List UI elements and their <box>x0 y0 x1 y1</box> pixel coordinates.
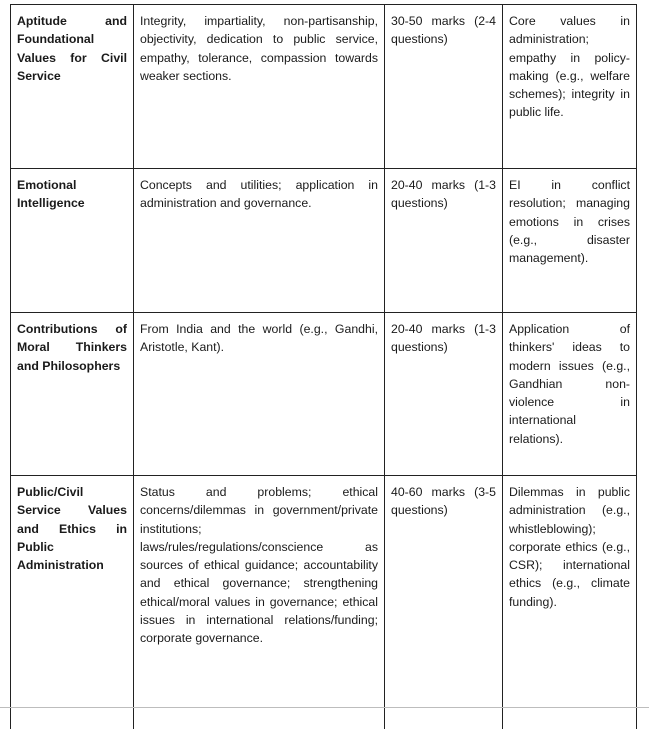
marks-cell: 20-40 marks (1-3 questions) <box>385 169 503 313</box>
focus-cell: Dilemmas in public administration (e.g., whistleblowing); corporate ethics (e.g., CSR); international ethics (e.g., climate funding). <box>503 476 637 729</box>
topic-cell: Emotional Intelligence <box>11 169 134 313</box>
marks-cell: 40-60 marks (3-5 questions) <box>385 476 503 729</box>
syllabus-table <box>10 4 637 729</box>
topic-cell: Aptitude and Foundational Values for Civil Service <box>11 5 134 169</box>
content-cell: Status and problems; ethical concerns/dilemmas in government/private institutions; laws/rules/regulations/conscience as sources of ethical guidance; accountability and ethical governance; strengthening ethical/moral values in governance; ethical issues in international relations/funding; corporate governance. <box>134 476 385 729</box>
table-row <box>11 5 637 169</box>
marks-cell: 30-50 marks (2-4 questions) <box>385 5 503 169</box>
content-cell: From India and the world (e.g., Gandhi, Aristotle, Kant). <box>134 313 385 476</box>
focus-cell: Application of thinkers' ideas to modern issues (e.g., Gandhian non-violence in international relations). <box>503 313 637 476</box>
content-cell: Integrity, impartiality, non-partisanship, objectivity, dedication to public service, empathy, tolerance, compassion towards weaker sections. <box>134 5 385 169</box>
topic-cell: Contributions of Moral Thinkers and Philosophers <box>11 313 134 476</box>
table-row <box>11 313 637 476</box>
marks-cell: 20-40 marks (1-3 questions) <box>385 313 503 476</box>
table-row <box>11 476 637 729</box>
topic-cell: Public/Civil Service Values and Ethics in Public Administration <box>11 476 134 729</box>
page-bottom-divider <box>0 707 649 708</box>
content-cell: Concepts and utilities; application in administration and governance. <box>134 169 385 313</box>
focus-cell: Core values in administration; empathy in policy-making (e.g., welfare schemes); integrity in public life. <box>503 5 637 169</box>
table-row <box>11 169 637 313</box>
focus-cell: EI in conflict resolution; managing emotions in crises (e.g., disaster management). <box>503 169 637 313</box>
